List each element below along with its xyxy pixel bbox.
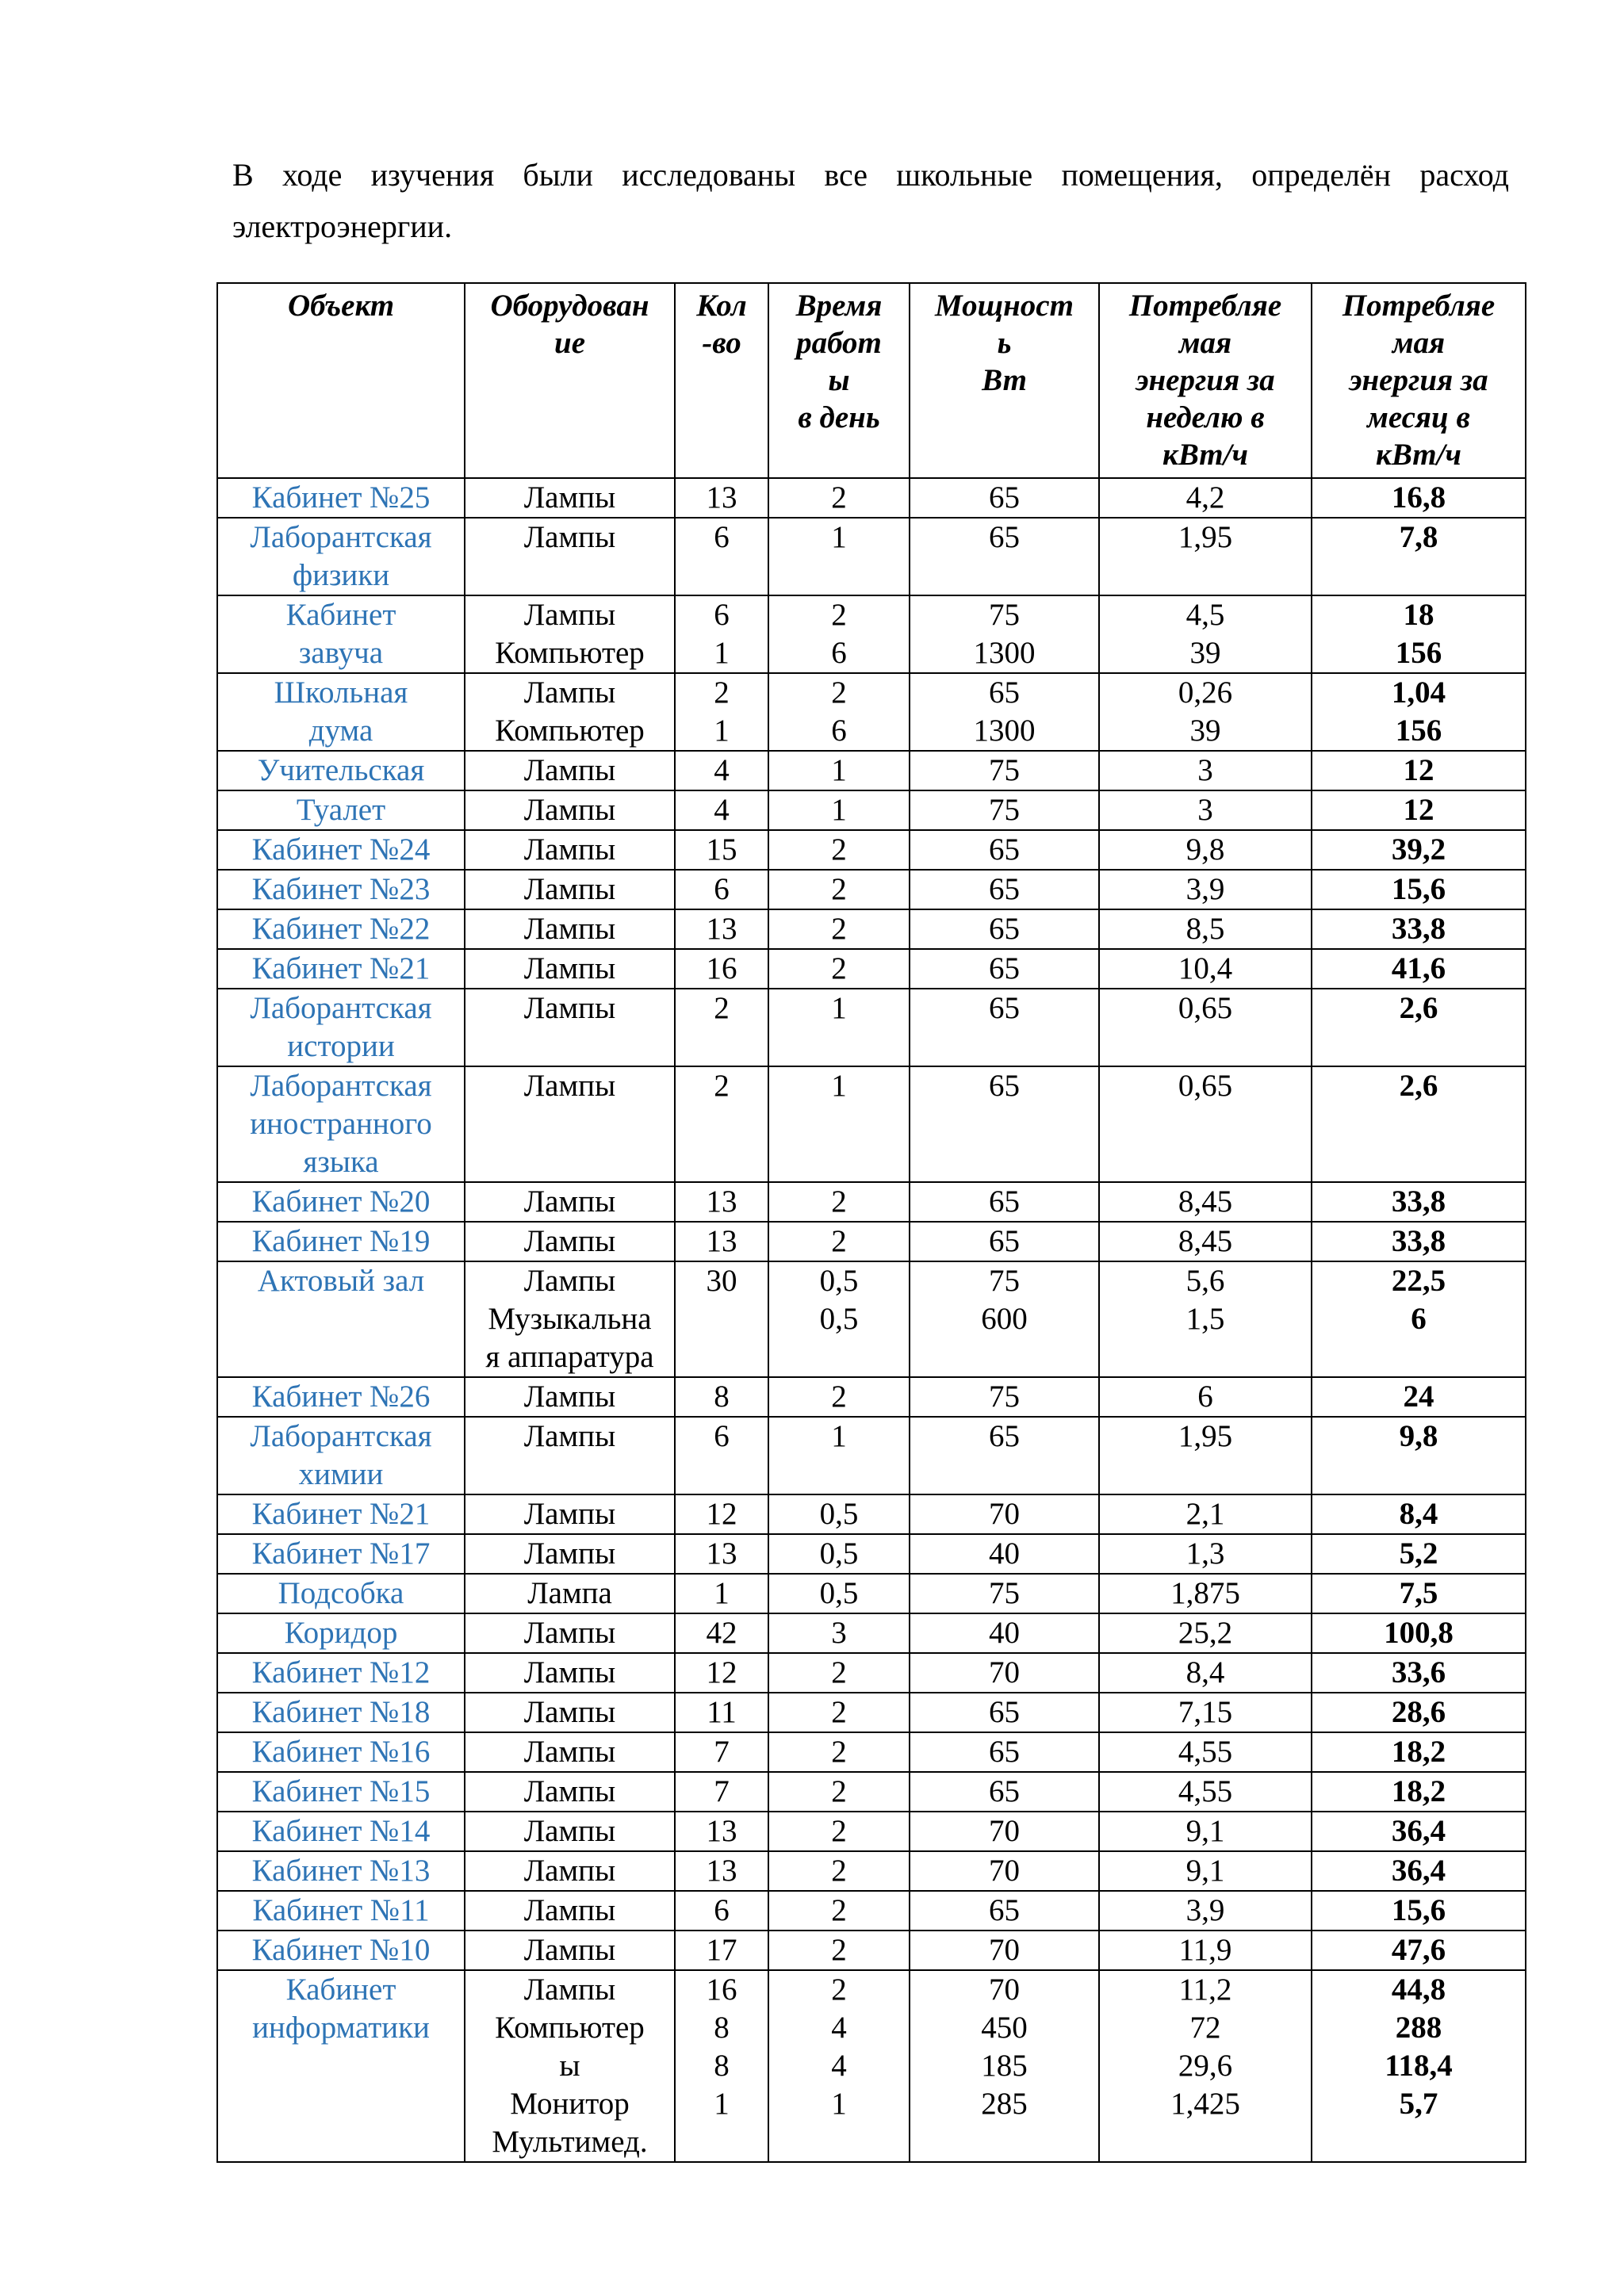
cell-hours: 2	[768, 1772, 910, 1812]
cell-monthly-energy: 36,4	[1312, 1812, 1526, 1851]
cell-weekly-energy: 6	[1099, 1377, 1312, 1417]
table-row	[217, 1931, 1526, 1970]
cell-power: 65	[910, 830, 1099, 870]
table-row	[217, 1182, 1526, 1222]
cell-equipment: Лампы	[465, 1377, 675, 1417]
table-row	[217, 909, 1526, 949]
cell-quantity: 6	[675, 1417, 768, 1494]
cell-weekly-energy: 3	[1099, 751, 1312, 790]
cell-hours: 0,5 0,5	[768, 1261, 910, 1377]
cell-weekly-energy: 9,1	[1099, 1851, 1312, 1891]
table-row	[217, 751, 1526, 790]
cell-equipment: Лампы Музыкальна я аппаратура	[465, 1261, 675, 1377]
cell-hours: 1	[768, 1417, 910, 1494]
table-row	[217, 1851, 1526, 1891]
cell-power: 65	[910, 478, 1099, 518]
table-row	[217, 1222, 1526, 1261]
cell-power: 70	[910, 1494, 1099, 1534]
cell-object: Кабинет №24	[217, 830, 465, 870]
cell-equipment: Лампы	[465, 1613, 675, 1653]
cell-object: Кабинет №13	[217, 1851, 465, 1891]
cell-object: Туалет	[217, 790, 465, 830]
cell-object: Кабинет №26	[217, 1377, 465, 1417]
cell-equipment: Лампы	[465, 1417, 675, 1494]
cell-object: Кабинет №21	[217, 949, 465, 989]
cell-weekly-energy: 0,26 39	[1099, 673, 1312, 751]
cell-hours: 2	[768, 1653, 910, 1693]
cell-object: Коридор	[217, 1613, 465, 1653]
cell-equipment: Лампы Компьютер	[465, 595, 675, 673]
cell-power: 65	[910, 1891, 1099, 1931]
cell-equipment: Лампы	[465, 478, 675, 518]
cell-power: 65	[910, 989, 1099, 1066]
cell-weekly-energy: 8,4	[1099, 1653, 1312, 1693]
cell-monthly-energy: 5,2	[1312, 1534, 1526, 1574]
cell-equipment: Лампы Компьютер ы Монитор Мультимед.	[465, 1970, 675, 2162]
cell-monthly-energy: 33,8	[1312, 1222, 1526, 1261]
cell-power: 65	[910, 1417, 1099, 1494]
cell-monthly-energy: 1,04 156	[1312, 673, 1526, 751]
cell-hours: 2	[768, 1377, 910, 1417]
table-row	[217, 830, 1526, 870]
cell-object: Кабинет №16	[217, 1732, 465, 1772]
header-power: Мощност ь Вт	[910, 283, 1099, 478]
cell-equipment: Лампы	[465, 790, 675, 830]
cell-monthly-energy: 18 156	[1312, 595, 1526, 673]
table-header-row	[217, 283, 1526, 478]
cell-monthly-energy: 100,8	[1312, 1613, 1526, 1653]
table-row	[217, 1732, 1526, 1772]
cell-object: Школьная дума	[217, 673, 465, 751]
cell-power: 70	[910, 1931, 1099, 1970]
cell-weekly-energy: 11,9	[1099, 1931, 1312, 1970]
cell-object: Кабинет №11	[217, 1891, 465, 1931]
table-row	[217, 949, 1526, 989]
cell-hours: 2	[768, 949, 910, 989]
cell-power: 65	[910, 1772, 1099, 1812]
cell-monthly-energy: 22,5 6	[1312, 1261, 1526, 1377]
intro-paragraph: В ходе изучения были исследованы все школьные помещения, определён расход электроэнергии.	[232, 157, 1509, 244]
cell-weekly-energy: 0,65	[1099, 1066, 1312, 1182]
cell-power: 75	[910, 1574, 1099, 1613]
cell-quantity: 15	[675, 830, 768, 870]
cell-monthly-energy: 33,6	[1312, 1653, 1526, 1693]
table-row	[217, 1377, 1526, 1417]
cell-hours: 0,5	[768, 1574, 910, 1613]
cell-equipment: Лампы	[465, 1534, 675, 1574]
cell-quantity: 16	[675, 949, 768, 989]
cell-weekly-energy: 1,95	[1099, 1417, 1312, 1494]
cell-power: 65	[910, 949, 1099, 989]
cell-weekly-energy: 4,5 39	[1099, 595, 1312, 673]
table-row	[217, 989, 1526, 1066]
cell-power: 40	[910, 1534, 1099, 1574]
cell-weekly-energy: 4,55	[1099, 1772, 1312, 1812]
cell-object: Кабинет №22	[217, 909, 465, 949]
cell-power: 70	[910, 1851, 1099, 1891]
cell-weekly-energy: 11,2 72 29,6 1,425	[1099, 1970, 1312, 2162]
cell-hours: 2	[768, 830, 910, 870]
cell-equipment: Лампы	[465, 1851, 675, 1891]
cell-hours: 1	[768, 790, 910, 830]
cell-weekly-energy: 3,9	[1099, 1891, 1312, 1931]
table-row	[217, 1891, 1526, 1931]
cell-power: 65	[910, 1222, 1099, 1261]
cell-equipment: Лампы	[465, 1891, 675, 1931]
cell-equipment: Лампы	[465, 989, 675, 1066]
header-quantity: Кол -во	[675, 283, 768, 478]
cell-object: Кабинет №10	[217, 1931, 465, 1970]
cell-weekly-energy: 7,15	[1099, 1693, 1312, 1732]
cell-monthly-energy: 33,8	[1312, 1182, 1526, 1222]
cell-quantity: 6	[675, 518, 768, 595]
cell-power: 65	[910, 1693, 1099, 1732]
cell-equipment: Лампы	[465, 1066, 675, 1182]
cell-quantity: 4	[675, 790, 768, 830]
cell-quantity: 12	[675, 1653, 768, 1693]
cell-hours: 2	[768, 1931, 910, 1970]
header-weekly-energy: Потребляе мая энергия за неделю в кВт/ч	[1099, 283, 1312, 478]
table-row	[217, 673, 1526, 751]
cell-weekly-energy: 8,5	[1099, 909, 1312, 949]
cell-monthly-energy: 7,8	[1312, 518, 1526, 595]
cell-power: 65	[910, 870, 1099, 909]
cell-object: Кабинет №14	[217, 1812, 465, 1851]
cell-power: 65	[910, 1732, 1099, 1772]
cell-object: Актовый зал	[217, 1261, 465, 1377]
cell-equipment: Лампы	[465, 1732, 675, 1772]
cell-object: Учительская	[217, 751, 465, 790]
table-row	[217, 595, 1526, 673]
cell-object: Кабинет №25	[217, 478, 465, 518]
cell-object: Лаборантская физики	[217, 518, 465, 595]
cell-monthly-energy: 18,2	[1312, 1732, 1526, 1772]
cell-power: 65 1300	[910, 673, 1099, 751]
cell-object: Кабинет №18	[217, 1693, 465, 1732]
table-row	[217, 1066, 1526, 1182]
cell-monthly-energy: 41,6	[1312, 949, 1526, 989]
table-row	[217, 1812, 1526, 1851]
cell-power: 75	[910, 1377, 1099, 1417]
cell-hours: 2	[768, 1222, 910, 1261]
cell-hours: 0,5	[768, 1494, 910, 1534]
cell-object: Лаборантская истории	[217, 989, 465, 1066]
cell-object: Лаборантская химии	[217, 1417, 465, 1494]
cell-object: Кабинет №19	[217, 1222, 465, 1261]
cell-equipment: Лампы	[465, 1494, 675, 1534]
cell-equipment: Лампы	[465, 949, 675, 989]
cell-hours: 2	[768, 1851, 910, 1891]
cell-weekly-energy: 25,2	[1099, 1613, 1312, 1653]
cell-quantity: 42	[675, 1613, 768, 1653]
cell-power: 75 600	[910, 1261, 1099, 1377]
energy-consumption-table	[216, 282, 1526, 2163]
cell-weekly-energy: 4,55	[1099, 1732, 1312, 1772]
cell-object: Кабинет №17	[217, 1534, 465, 1574]
cell-quantity: 11	[675, 1693, 768, 1732]
cell-object: Подсобка	[217, 1574, 465, 1613]
cell-weekly-energy: 10,4	[1099, 949, 1312, 989]
table-row	[217, 1772, 1526, 1812]
table-row	[217, 1417, 1526, 1494]
cell-hours: 1	[768, 751, 910, 790]
cell-quantity: 2	[675, 989, 768, 1066]
cell-quantity: 6 1	[675, 595, 768, 673]
cell-equipment: Лампы	[465, 1931, 675, 1970]
cell-weekly-energy: 2,1	[1099, 1494, 1312, 1534]
cell-equipment: Лампы	[465, 909, 675, 949]
cell-power: 65	[910, 1182, 1099, 1222]
cell-equipment: Лампы	[465, 830, 675, 870]
cell-monthly-energy: 44,8 288 118,4 5,7	[1312, 1970, 1526, 2162]
cell-weekly-energy: 1,95	[1099, 518, 1312, 595]
cell-monthly-energy: 12	[1312, 790, 1526, 830]
cell-weekly-energy: 9,1	[1099, 1812, 1312, 1851]
cell-equipment: Лампа	[465, 1574, 675, 1613]
cell-hours: 2	[768, 870, 910, 909]
cell-equipment: Лампы	[465, 1772, 675, 1812]
table-row	[217, 1494, 1526, 1534]
table-row	[217, 1970, 1526, 2162]
cell-hours: 2	[768, 1182, 910, 1222]
cell-quantity: 13	[675, 1222, 768, 1261]
cell-hours: 2 4 4 1	[768, 1970, 910, 2162]
cell-monthly-energy: 12	[1312, 751, 1526, 790]
cell-weekly-energy: 3,9	[1099, 870, 1312, 909]
cell-power: 70	[910, 1812, 1099, 1851]
table-row	[217, 870, 1526, 909]
cell-quantity: 13	[675, 1812, 768, 1851]
cell-equipment: Лампы	[465, 1222, 675, 1261]
cell-hours: 1	[768, 1066, 910, 1182]
cell-monthly-energy: 47,6	[1312, 1931, 1526, 1970]
cell-object: Кабинет информатики	[217, 1970, 465, 2162]
cell-monthly-energy: 18,2	[1312, 1772, 1526, 1812]
cell-quantity: 30	[675, 1261, 768, 1377]
table-body	[217, 478, 1526, 2162]
cell-quantity: 6	[675, 870, 768, 909]
cell-object: Кабинет №23	[217, 870, 465, 909]
cell-hours: 2	[768, 1891, 910, 1931]
cell-monthly-energy: 8,4	[1312, 1494, 1526, 1534]
cell-monthly-energy: 2,6	[1312, 989, 1526, 1066]
table-row	[217, 1261, 1526, 1377]
cell-monthly-energy: 15,6	[1312, 1891, 1526, 1931]
header-object: Объект	[217, 283, 465, 478]
cell-hours: 2	[768, 1812, 910, 1851]
cell-equipment: Лампы	[465, 751, 675, 790]
cell-hours: 1	[768, 518, 910, 595]
cell-power: 75	[910, 751, 1099, 790]
table-row	[217, 1613, 1526, 1653]
cell-weekly-energy: 0,65	[1099, 989, 1312, 1066]
cell-object: Лаборантская иностранного языка	[217, 1066, 465, 1182]
cell-monthly-energy: 2,6	[1312, 1066, 1526, 1182]
table-row	[217, 478, 1526, 518]
cell-quantity: 2 1	[675, 673, 768, 751]
cell-quantity: 8	[675, 1377, 768, 1417]
cell-quantity: 4	[675, 751, 768, 790]
cell-equipment: Лампы	[465, 1653, 675, 1693]
cell-object: Кабинет №21	[217, 1494, 465, 1534]
cell-object: Кабинет №20	[217, 1182, 465, 1222]
cell-weekly-energy: 8,45	[1099, 1222, 1312, 1261]
table-row	[217, 1534, 1526, 1574]
header-monthly-energy: Потребляе мая энергия за месяц в кВт/ч	[1312, 283, 1526, 478]
cell-object: Кабинет №15	[217, 1772, 465, 1812]
cell-hours: 2	[768, 909, 910, 949]
cell-weekly-energy: 8,45	[1099, 1182, 1312, 1222]
cell-equipment: Лампы	[465, 870, 675, 909]
cell-quantity: 13	[675, 1534, 768, 1574]
cell-monthly-energy: 28,6	[1312, 1693, 1526, 1732]
cell-quantity: 17	[675, 1931, 768, 1970]
cell-monthly-energy: 36,4	[1312, 1851, 1526, 1891]
cell-equipment: Лампы	[465, 1812, 675, 1851]
cell-hours: 2	[768, 1732, 910, 1772]
cell-weekly-energy: 1,3	[1099, 1534, 1312, 1574]
cell-quantity: 12	[675, 1494, 768, 1534]
header-equipment: Оборудован ие	[465, 283, 675, 478]
cell-quantity: 7	[675, 1772, 768, 1812]
cell-weekly-energy: 9,8	[1099, 830, 1312, 870]
cell-hours: 3	[768, 1613, 910, 1653]
cell-quantity: 13	[675, 478, 768, 518]
cell-hours: 1	[768, 989, 910, 1066]
cell-quantity: 7	[675, 1732, 768, 1772]
cell-quantity: 13	[675, 909, 768, 949]
cell-quantity: 6	[675, 1891, 768, 1931]
cell-monthly-energy: 24	[1312, 1377, 1526, 1417]
cell-power: 70	[910, 1653, 1099, 1693]
cell-quantity: 13	[675, 1182, 768, 1222]
table-row	[217, 1653, 1526, 1693]
cell-quantity: 16 8 8 1	[675, 1970, 768, 2162]
cell-quantity: 1	[675, 1574, 768, 1613]
cell-monthly-energy: 16,8	[1312, 478, 1526, 518]
cell-weekly-energy: 3	[1099, 790, 1312, 830]
cell-quantity: 13	[675, 1851, 768, 1891]
table-row	[217, 790, 1526, 830]
table-row	[217, 1574, 1526, 1613]
cell-monthly-energy: 15,6	[1312, 870, 1526, 909]
cell-hours: 2	[768, 478, 910, 518]
cell-monthly-energy: 7,5	[1312, 1574, 1526, 1613]
cell-hours: 2 6	[768, 673, 910, 751]
cell-quantity: 2	[675, 1066, 768, 1182]
cell-object: Кабинет завуча	[217, 595, 465, 673]
cell-hours: 2	[768, 1693, 910, 1732]
cell-hours: 0,5	[768, 1534, 910, 1574]
cell-hours: 2 6	[768, 595, 910, 673]
cell-power: 75 1300	[910, 595, 1099, 673]
table-row	[217, 518, 1526, 595]
cell-monthly-energy: 33,8	[1312, 909, 1526, 949]
cell-power: 70 450 185 285	[910, 1970, 1099, 2162]
cell-weekly-energy: 1,875	[1099, 1574, 1312, 1613]
cell-equipment: Лампы	[465, 518, 675, 595]
cell-equipment: Лампы	[465, 1182, 675, 1222]
header-hours-per-day: Время работ ы в день	[768, 283, 910, 478]
cell-equipment: Лампы Компьютер	[465, 673, 675, 751]
cell-monthly-energy: 39,2	[1312, 830, 1526, 870]
cell-power: 65	[910, 1066, 1099, 1182]
cell-power: 40	[910, 1613, 1099, 1653]
cell-weekly-energy: 5,6 1,5	[1099, 1261, 1312, 1377]
cell-object: Кабинет №12	[217, 1653, 465, 1693]
cell-power: 65	[910, 909, 1099, 949]
cell-power: 65	[910, 518, 1099, 595]
table-row	[217, 1693, 1526, 1732]
cell-monthly-energy: 9,8	[1312, 1417, 1526, 1494]
cell-power: 75	[910, 790, 1099, 830]
cell-weekly-energy: 4,2	[1099, 478, 1312, 518]
cell-equipment: Лампы	[465, 1693, 675, 1732]
